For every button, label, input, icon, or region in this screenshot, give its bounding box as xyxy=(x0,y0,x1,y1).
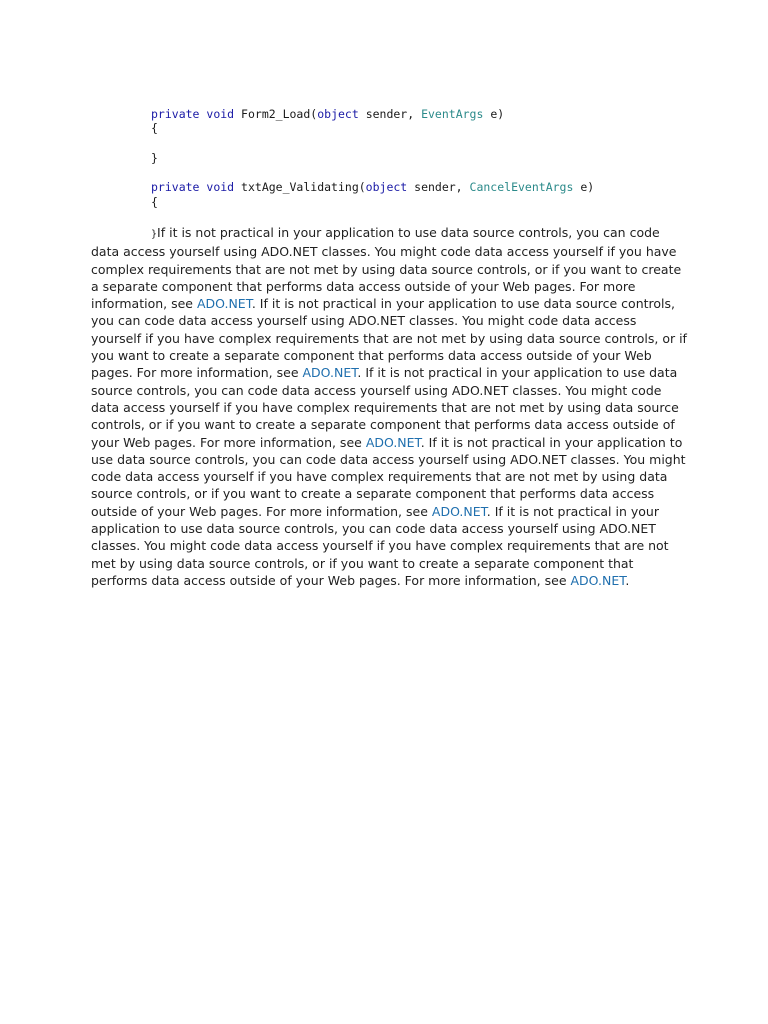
ado-net-link[interactable]: ADO.NET xyxy=(431,503,487,519)
paragraph-text: If it is not practical in your application to use data source controls, you can code data access yourself using ADO.NET classes. You might code data access yourself if you have complex requirements that are not met by using data source controls, or if you want to create a separate component that performs data access outside of your Web pages. For more information, see xyxy=(91,225,682,312)
code-line-close-brace: } xyxy=(151,151,158,165)
paragraph-text: . xyxy=(625,572,630,588)
paragraph-text: . If it is not practical in your application to use data source controls, you can code data access yourself using ADO.NET classes. You might code data access yourself if you have complex requirements that are not met by using data source controls, or if you want to create a separate component that performs data access outside of your Web pages. For more information, see xyxy=(91,296,687,381)
code-type: EventArgs xyxy=(421,107,484,121)
ado-net-link[interactable]: ADO.NET xyxy=(365,434,421,450)
code-type: CancelEventArgs xyxy=(469,180,574,194)
code-method-name: txtAge_Validating( xyxy=(241,180,366,194)
paragraph-text: . If it is not practical in your application to use data source controls, you can code data access yourself using ADO.NET classes. You might code data access yourself if you have complex requirements that are not met by using data source controls, or if you want to create a separate component that performs data access outside of your Web pages. For more information, see xyxy=(91,434,686,519)
code-line-form2-load xyxy=(151,107,504,121)
code-line-open-brace-2: { xyxy=(151,195,158,209)
paragraph-text: . If it is not practical in your application to use data source controls, you can code data access yourself using ADO.NET classes. You might code data access yourself if you have complex requirements that are not met by using data source controls, or if you want to create a separate component that performs data access outside of your Web pages. For more information, see xyxy=(91,503,669,588)
ado-net-link[interactable]: ADO.NET xyxy=(570,572,626,588)
ado-net-link[interactable]: ADO.NET xyxy=(302,365,358,381)
code-text: sender, xyxy=(407,180,470,194)
code-line-open-brace: { xyxy=(151,121,158,135)
body-paragraph xyxy=(91,224,687,589)
code-method-name: Form2_Load( xyxy=(241,107,318,121)
code-keyword: object xyxy=(317,107,359,121)
code-keyword: void xyxy=(206,107,235,121)
paragraph-text: . If it is not practical in your application to use data source controls, you can code data access yourself using ADO.NET classes. You might code data access yourself if you have complex requirements that are not met by using data source controls, or if you want to create a separate component that performs data access outside of your Web pages. For more information, see xyxy=(91,365,679,450)
code-line-txtage-validating xyxy=(151,180,594,194)
code-keyword: private xyxy=(151,107,200,121)
code-keyword: private xyxy=(151,180,200,194)
code-text: sender, xyxy=(358,107,422,121)
code-text: e) xyxy=(483,107,505,121)
code-keyword: void xyxy=(206,180,235,194)
code-keyword: object xyxy=(365,180,408,194)
code-text: e) xyxy=(573,180,595,194)
code-close-brace: } xyxy=(151,229,158,240)
ado-net-link[interactable]: ADO.NET xyxy=(196,296,252,312)
